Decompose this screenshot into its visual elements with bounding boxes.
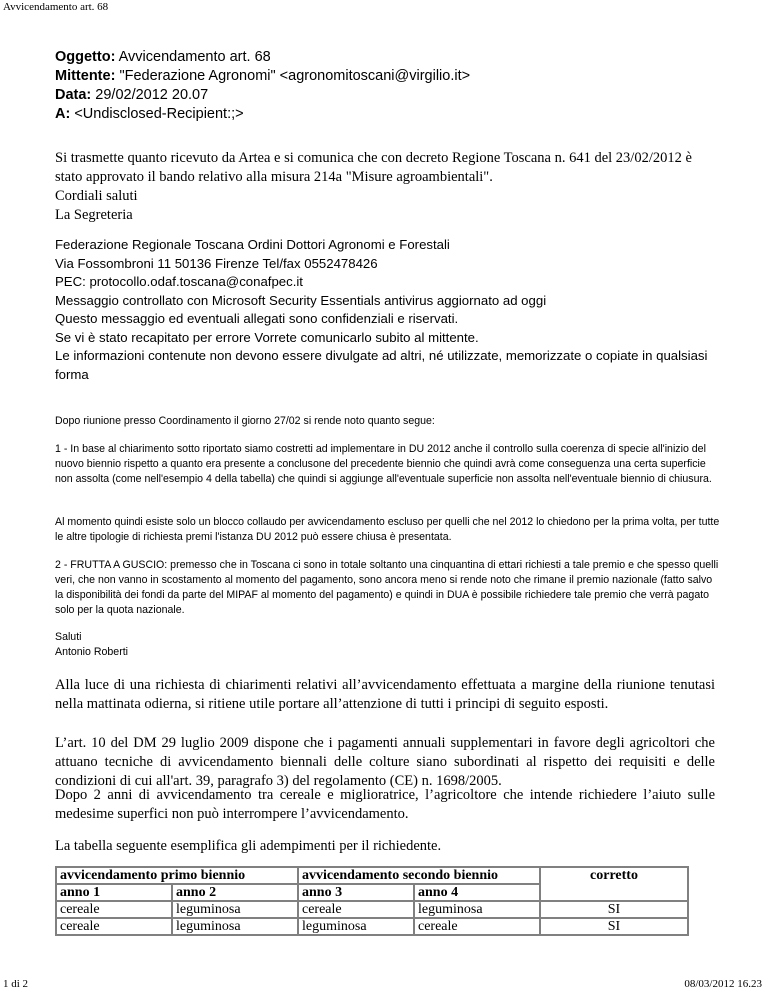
print-timestamp: 08/03/2012 16.23	[684, 978, 762, 990]
federation-signature	[55, 236, 720, 384]
table-cell: cereale	[56, 901, 172, 918]
subject-row: Oggetto: Avvicendamento art. 68	[55, 49, 271, 65]
federation-name: Federazione Regionale Toscana Ordini Dottori Agronomi e Forestali	[55, 237, 450, 252]
recipient-value: <Undisclosed-Recipient:;>	[70, 106, 244, 122]
table-row	[56, 918, 688, 935]
forwarded-point-2: 2 - FRUTTA A GUSCIO: premesso che in Toscana ci sono in totale soltanto una cinquantina di ettari richiesti a tale premio e che spesso quelli veri, che non vanno in scostamento al momento del pagamento, sono ancora meno si rende noto che rimane il premio nazionale (fatto salvo la disponibilità dei fondi da parte del MIPAF al momento del pagamento) e quindi in DUA è possibile richiedere tale premio che verrà pagato solo per la quota nazionale.	[55, 559, 719, 616]
body-p3: Dopo 2 anni di avvicendamento tra cereale e miglioratrice, l’agricoltore che intende richiedere l’aiuto sulle medesime superfici non può interrompere l’avvicendamento.	[55, 787, 715, 822]
table-cell: leguminosa	[414, 901, 540, 918]
antivirus-note: Messaggio controllato con Microsoft Security Essentials antivirus aggiornato ad oggi	[55, 292, 547, 308]
intro-signature: La Segreteria	[55, 207, 133, 223]
year-2: anno 2	[172, 884, 298, 901]
table-cell: cereale	[56, 918, 172, 935]
header-first-biennium: avvicendamento primo biennio	[56, 867, 298, 884]
table-cell: leguminosa	[172, 901, 298, 918]
sender-row: Mittente: "Federazione Agronomi" <agronomitoscani@virgilio.it>	[55, 68, 471, 84]
forwarded-greeting: Saluti	[55, 631, 82, 643]
year-1: anno 1	[56, 884, 172, 901]
subject-value: Avvicendamento art. 68	[115, 49, 271, 65]
recipient-row: A: <Undisclosed-Recipient:;>	[55, 106, 244, 122]
email-header	[55, 48, 715, 124]
table-cell-correct: SI	[540, 918, 688, 935]
intro-text: Si trasmette quanto ricevuto da Artea e si comunica che con decreto Regione Toscana n. 641 del 23/02/2012 è stato approvato il bando relativo alla misura 214a "Misure agroambientali".	[55, 150, 692, 185]
year-3: anno 3	[298, 884, 414, 901]
body-p4: La tabella seguente esemplifica gli adempimenti per il richiedente.	[55, 838, 442, 854]
rotation-table	[55, 866, 689, 936]
disclosure-note: Le informazioni contenute non devono essere divulgate ad altri, né utilizzate, memorizzate o copiate in qualsiasi forma	[55, 348, 708, 382]
forwarded-point-1: 1 - In base al chiarimento sotto riportato siamo costretti ad implementare in DU 2012 anche il controllo sulla coerenza di specie all'inizio del nuovo biennio rispetto a quanto era presente a conclusone del precedente biennio che quindi avrà come conseguenza una certa superficie non assolta (come nell'esempio 4 della tabella) che quindi si aggiunge all'eventuale superficie non assolta nell'eventuale biennio di chiusura.	[55, 443, 712, 485]
table-cell: cereale	[414, 918, 540, 935]
table-cell: leguminosa	[298, 918, 414, 935]
forwarded-intro: Dopo riunione presso Coordinamento il giorno 27/02 si rende noto quanto segue:	[55, 415, 435, 427]
browser-title: Avvicendamento art. 68	[3, 1, 109, 13]
year-4: anno 4	[414, 884, 540, 901]
sender-value: "Federazione Agronomi" <agronomitoscani@virgilio.it>	[115, 68, 471, 84]
table-cell: cereale	[298, 901, 414, 918]
body-p1: Alla luce di una richiesta di chiarimenti relativi all’avvicendamento effettuata a margine della riunione tenutasi nella mattinata odierna, si ritiene utile portare all’attenzione di tutti i principi di seguito esposti.	[55, 677, 715, 712]
header-correct: corretto	[540, 867, 688, 901]
intro-block	[55, 149, 715, 225]
table-header-row	[56, 867, 688, 884]
table-row	[56, 901, 688, 918]
federation-pec: PEC: protocollo.odaf.toscana@conafpec.it	[55, 274, 303, 289]
error-note: Se vi è stato recapitato per errore Vorrete comunicarlo subito al mittente.	[55, 329, 479, 345]
confidential-note: Questo messaggio ed eventuali allegati sono confidenziali e riservati.	[55, 311, 459, 326]
table-cell: leguminosa	[172, 918, 298, 935]
date-row: Data: 29/02/2012 20.07	[55, 87, 209, 103]
intro-greeting: Cordiali saluti	[55, 188, 138, 204]
header-second-biennium: avvicendamento secondo biennio	[298, 867, 540, 884]
forwarded-signature: Antonio Roberti	[55, 646, 129, 658]
body-p2: L’art. 10 del DM 29 luglio 2009 dispone che i pagamenti annuali supplementari in favore degli agricoltori che attuano tecniche di avvicendamento biennali delle colture siano subordinati al rispetto dei requisiti e delle condizioni di cui all'art. 39, paragrafo 3) del regolamento (CE) n. 1698/2005.	[55, 735, 715, 789]
page-number: 1 di 2	[3, 978, 29, 990]
forwarded-collaudo: Al momento quindi esiste solo un blocco collaudo per avvicendamento escluso per quelli che nel 2012 lo chiedono per la prima volta, per tutte le altre tipologie di richiesta premi l'istanza DU 2012 può essere chiusa è presentata.	[55, 516, 720, 543]
table-cell-correct: SI	[540, 901, 688, 918]
federation-address: Via Fossombroni 11 50136 Firenze Tel/fax 0552478426	[55, 255, 378, 271]
date-value: 29/02/2012 20.07	[91, 87, 209, 103]
